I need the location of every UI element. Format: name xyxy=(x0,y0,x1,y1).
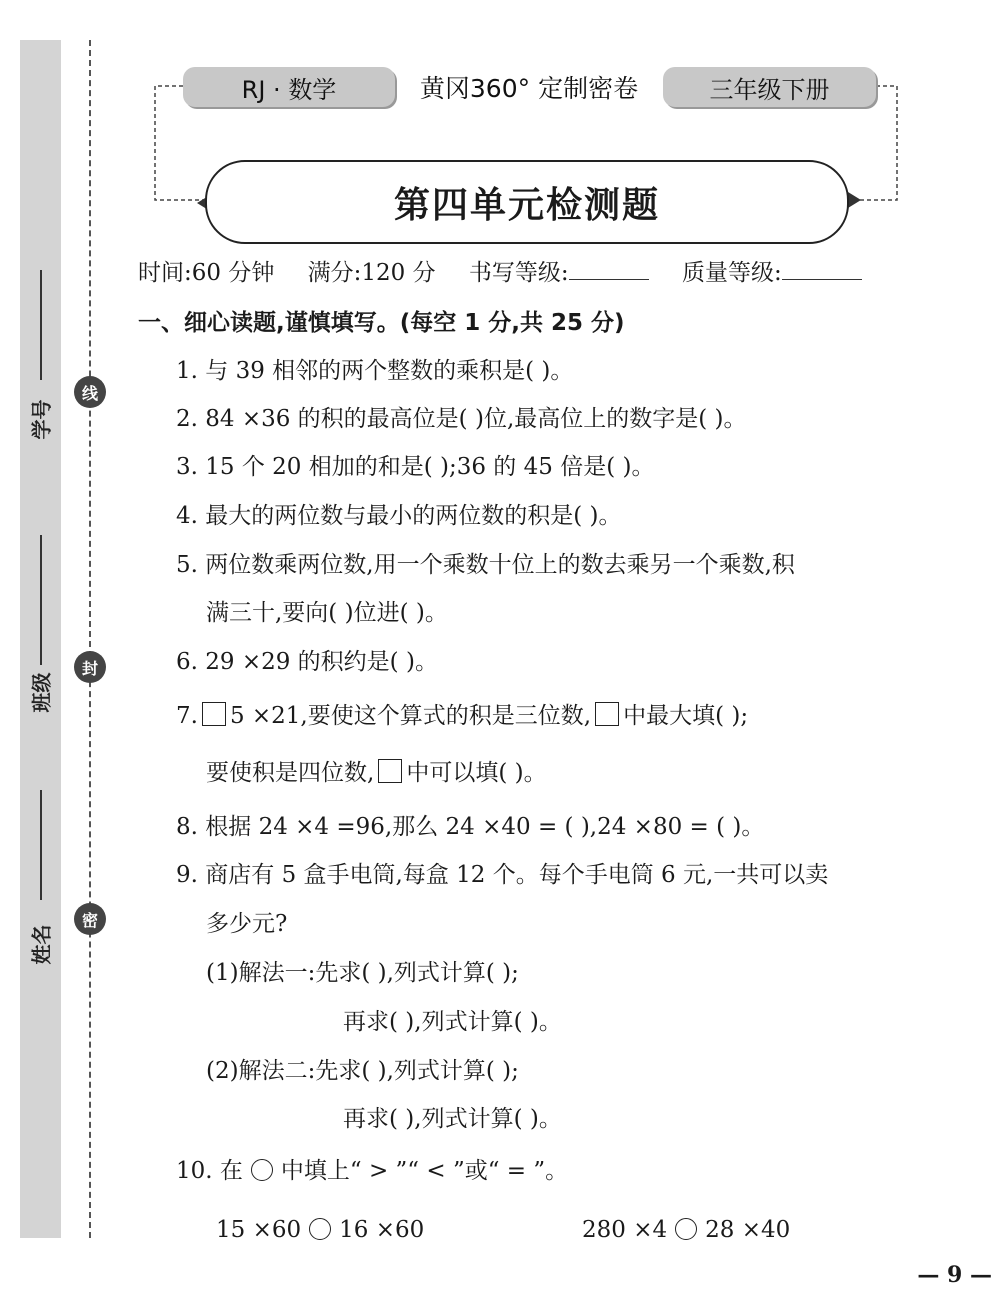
grade-pill: 三年级下册 xyxy=(663,67,876,107)
compare-circle[interactable] xyxy=(309,1218,331,1240)
field-line-class xyxy=(40,535,42,665)
compare-circle xyxy=(251,1159,273,1181)
question-4: 4. 最大的两位数与最小的两位数的积是( )。 xyxy=(176,503,622,529)
question-2: 2. 84 ×36 的积的最高位是( )位,最高位上的数字是( )。 xyxy=(176,406,747,432)
field-line-name xyxy=(40,790,42,900)
question-9-method1-step1: (1)解法一:先求( ),列式计算( ); xyxy=(206,960,519,986)
quality-grade: 质量等级: xyxy=(682,260,862,286)
question-9-cont: 多少元? xyxy=(206,911,288,937)
question-9-method1-step2: 再求( ),列式计算( )。 xyxy=(343,1009,562,1035)
question-9: 9. 商店有 5 盒手电筒,每盒 12 个。每个手电筒 6 元,一共可以卖 xyxy=(176,862,829,888)
digit-box xyxy=(378,759,402,783)
writing-grade: 书写等级: xyxy=(469,260,649,286)
field-label-name: 姓名 xyxy=(29,924,54,965)
question-9-method2-step2: 再求( ),列式计算( )。 xyxy=(343,1106,562,1132)
digit-box xyxy=(595,702,619,726)
field-line-id xyxy=(40,270,42,380)
exam-meta xyxy=(138,254,918,287)
seal-mi: 密 xyxy=(74,903,106,935)
question-5-cont: 满三十,要向( )位进( )。 xyxy=(206,600,448,626)
question-7: 7. 5 ×21,要使这个算式的积是三位数, 中最大填( ); xyxy=(176,703,749,729)
field-label-student-id: 学号 xyxy=(29,399,54,440)
question-9-method2-step1: (2)解法二:先求( ),列式计算( ); xyxy=(206,1058,519,1084)
compare-item-2: 280 ×4 28 ×40 xyxy=(582,1217,791,1243)
section-heading: 一、细心读题,谨慎填写。(每空 1 分,共 25 分) xyxy=(138,310,625,336)
series-title: 黄冈360° 定制密卷 xyxy=(419,74,639,103)
compare-item-1: 15 ×60 16 ×60 xyxy=(216,1217,425,1243)
quality-grade-blank[interactable] xyxy=(782,259,862,280)
question-6: 6. 29 ×29 的积约是( )。 xyxy=(176,649,438,675)
compare-circle[interactable] xyxy=(675,1218,697,1240)
page-number: — 9 — xyxy=(917,1262,992,1288)
question-7-cont: 要使积是四位数, 中可以填( )。 xyxy=(206,760,547,786)
writing-grade-blank[interactable] xyxy=(569,259,649,280)
seal-xian: 线 xyxy=(74,376,106,408)
time-limit: 时间:60 分钟 xyxy=(138,260,275,286)
page-title: 第四单元检测题 xyxy=(205,160,849,244)
question-3: 3. 15 个 20 相加的和是( );36 的 45 倍是( )。 xyxy=(176,454,655,480)
full-score: 满分:120 分 xyxy=(307,260,436,286)
field-label-class: 班级 xyxy=(29,672,54,713)
question-1: 1. 与 39 相邻的两个整数的乘积是( )。 xyxy=(176,358,574,384)
question-5: 5. 两位数乘两位数,用一个乘数十位上的数去乘另一个乘数,积 xyxy=(176,552,795,578)
digit-box xyxy=(202,702,226,726)
question-8: 8. 根据 24 ×4 =96,那么 24 ×40 = ( ),24 ×80 = ( )。 xyxy=(176,814,765,840)
subject-pill: RJ · 数学 xyxy=(183,67,395,107)
question-10: 10. 在 中填上“ > ”“ < ”或“ = ”。 xyxy=(176,1158,569,1184)
seal-feng: 封 xyxy=(74,651,106,683)
